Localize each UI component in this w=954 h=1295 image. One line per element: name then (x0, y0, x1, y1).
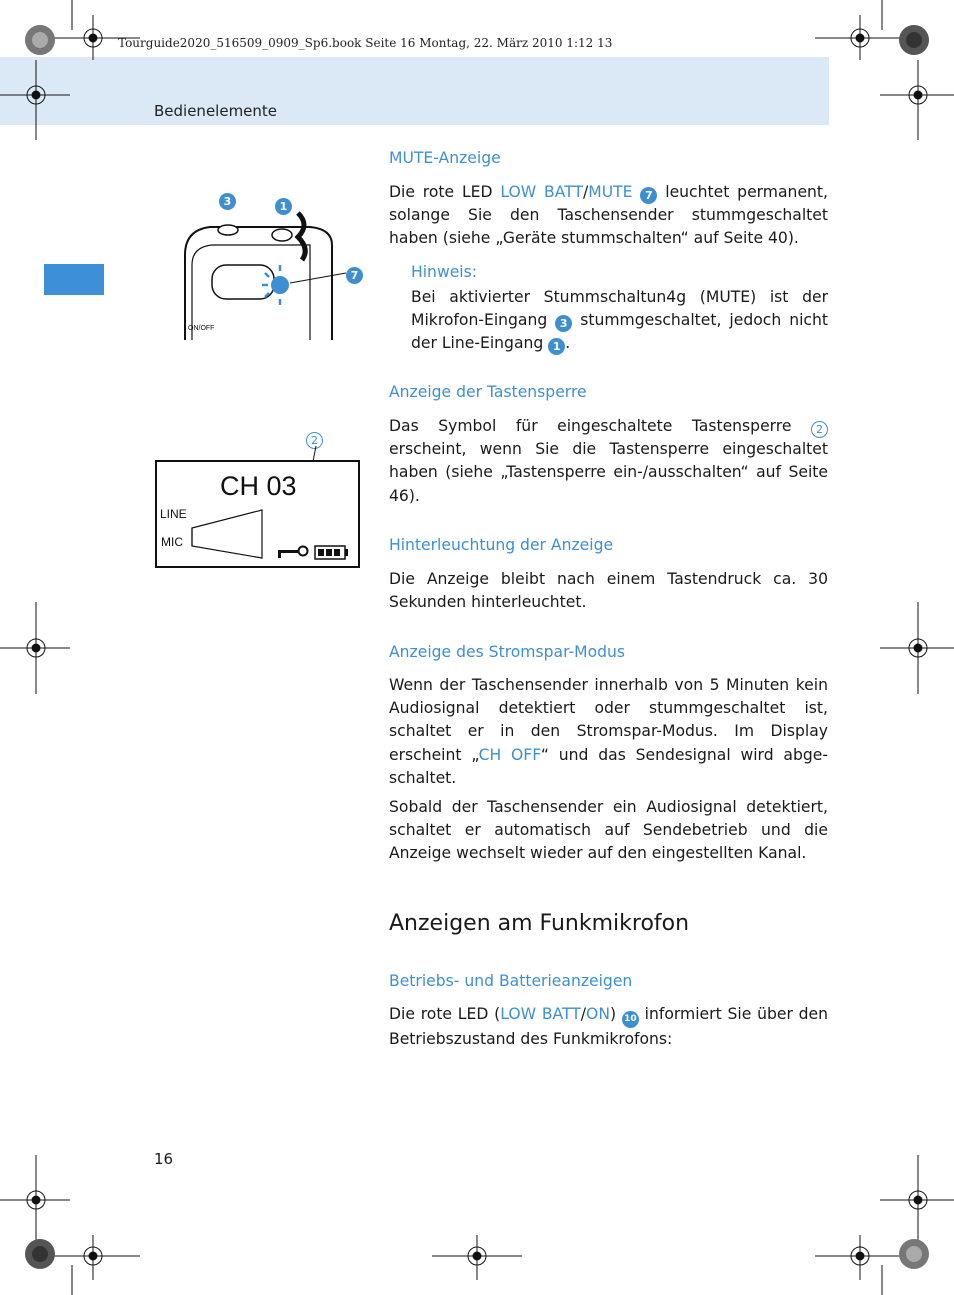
callout-7: 7 (346, 262, 363, 284)
callout-3: 3 (219, 188, 236, 210)
status-paragraph: Die rote LED (LOW BATT/ON) 10 informiert Sie über den Betriebszustand des Funkmikrofons: (389, 1005, 829, 1048)
line-label: LINE (160, 507, 187, 521)
svg-text:ON/OFF: ON/OFF (188, 325, 215, 332)
heading-powersave: Anzeige des Stromspar-Modus (389, 643, 626, 661)
note-heading: Hinweis: (411, 263, 477, 281)
powersave-paragraph-1: Wenn der Taschensender innerhalb von 5 Minuten kein Audiosignal detektiert oder stummgeschaltet ist, schaltet er in den Stromspar-Modus. Im Display erscheint „CH OFF“ und das Sendesignal wird abge-schaltet. (389, 676, 828, 787)
channel-text: CH 03 (220, 471, 297, 501)
backlight-paragraph: Die Anzeige bleibt nach einem Tastendruck ca. 30 Sekunden hinterleuchtet. (389, 570, 828, 612)
section-label: Bedienelemente (154, 102, 278, 120)
heading-lock: Anzeige der Tastensperre (389, 383, 587, 401)
heading-mute: MUTE-Anzeige (389, 149, 501, 167)
note-paragraph: Bei aktivierter Stummschaltun4g (MUTE) ist der Mikrofon-Eingang 3 stummgeschaltet, jedoch nicht der Line-Eingang 1 . (411, 288, 828, 354)
callout-1: 1 (275, 193, 292, 215)
heading-backlight: Hinterleuchtung der Anzeige (389, 536, 614, 554)
section-title-mic: Anzeigen am Funkmikrofon (389, 911, 690, 936)
callout-2: 2 (306, 427, 323, 449)
mic-label: MIC (161, 535, 183, 549)
powersave-paragraph-2: Sobald der Taschensender ein Audiosignal detektiert, schaltet er automatisch auf Sendebetrieb und die Anzeige wechselt wieder auf den eingestellten Kanal. (389, 798, 828, 863)
lock-paragraph: Das Symbol für eingeschaltete Tastensperre 2 erscheint, wenn Sie die Tastensperre eingeschaltet haben (siehe „Tastensperre ein-/ausschalten“ auf Seite 46). (389, 417, 828, 505)
mute-paragraph: Die rote LED LOW BATT/MUTE 7 leuchtet permanent, solange Sie den Taschensender stummgeschaltet haben (siehe „Geräte stummschalten“ auf Seite 40). (389, 183, 828, 248)
battery-icon (315, 546, 348, 559)
transmitter-illustration (170, 185, 370, 345)
lcd-display (154, 440, 362, 570)
print-info: Tourguide2020_516509_0909_Sp6.book Seite 16 Montag, 22. März 2010 1:12 13 (118, 36, 613, 50)
page-number: 16 (154, 1150, 174, 1168)
heading-status: Betriebs- und Batterieanzeigen (389, 972, 633, 990)
